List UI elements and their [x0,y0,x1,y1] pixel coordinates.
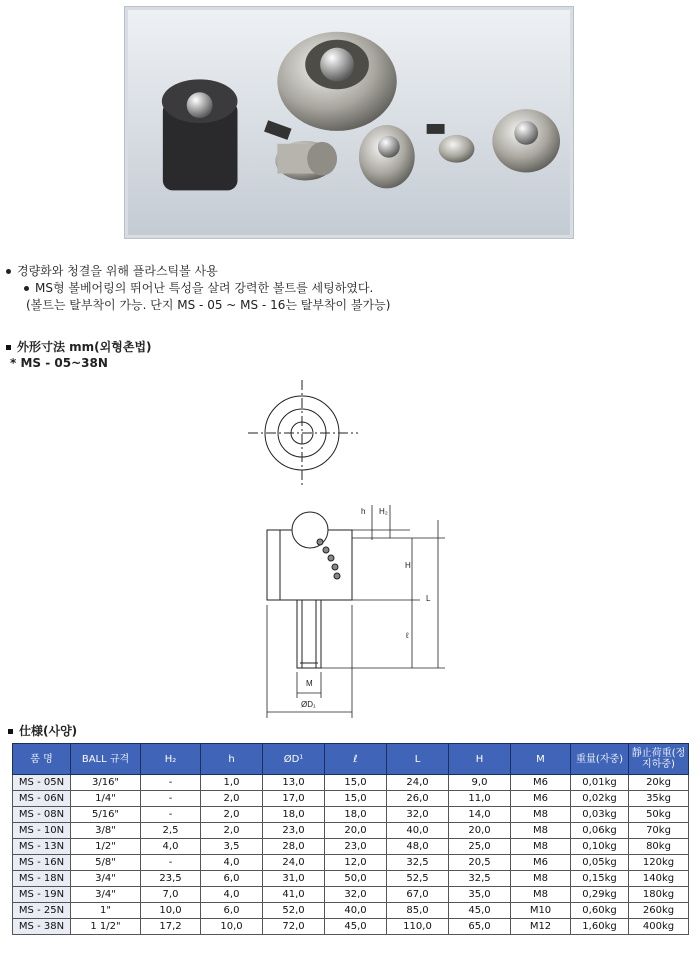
spec-cell: M10 [511,903,571,919]
product-name-cell: MS - 38N [13,919,71,935]
spec-cell: 2,5 [141,823,201,839]
spec-cell: 4,0 [141,839,201,855]
technical-drawing [240,380,460,720]
spec-cell: 85,0 [387,903,449,919]
spec-cell: 1/2" [71,839,141,855]
spec-cell: 20,0 [325,823,387,839]
spec-cell: 12,0 [325,855,387,871]
spec-cell: 18,0 [325,807,387,823]
label-L: L [426,594,431,603]
spec-cell: 24,0 [387,775,449,791]
table-row [13,807,689,823]
spec-cell: 32,5 [387,855,449,871]
spec-cell: 31,0 [263,871,325,887]
spec-cell: 4,0 [201,855,263,871]
spec-cell: 20kg [629,775,689,791]
spec-cell: 32,5 [449,871,511,887]
dimensions-heading: 外形寸法 mm(외형촌법) [6,338,152,355]
spec-cell: 72,0 [263,919,325,935]
spec-column-header: L [387,744,449,775]
spec-cell: 5/16" [71,807,141,823]
label-H: H [405,561,411,570]
spec-cell: 10,0 [141,903,201,919]
label-M: M [306,679,313,688]
spec-cell: 3/4" [71,871,141,887]
spec-cell: 5/8" [71,855,141,871]
spec-column-header: M [511,744,571,775]
spec-cell: 1" [71,903,141,919]
spec-cell: 35,0 [449,887,511,903]
spec-cell: 52,5 [387,871,449,887]
spec-cell: 24,0 [263,855,325,871]
spec-cell: 48,0 [387,839,449,855]
spec-cell: 0,10kg [571,839,629,855]
spec-cell: 0,29kg [571,887,629,903]
spec-cell: 9,0 [449,775,511,791]
table-row [13,919,689,935]
spec-cell: 26,0 [387,791,449,807]
spec-cell: 11,0 [449,791,511,807]
spec-cell: 13,0 [263,775,325,791]
product-name-cell: MS - 16N [13,855,71,871]
spec-cell: 110,0 [387,919,449,935]
spec-cell: 70kg [629,823,689,839]
spec-cell: 15,0 [325,791,387,807]
spec-column-header: H₂ [141,744,201,775]
product-description [6,263,390,314]
label-l: ℓ [406,631,409,640]
spec-cell: 260kg [629,903,689,919]
spec-cell: 20,5 [449,855,511,871]
spec-cell: 50,0 [325,871,387,887]
label-h: h [361,507,366,516]
spec-cell: 2,0 [201,807,263,823]
spec-cell: 0,15kg [571,871,629,887]
spec-cell: 17,0 [263,791,325,807]
spec-cell: 0,05kg [571,855,629,871]
spec-cell: 3/4" [71,887,141,903]
side-view [267,512,352,668]
bullet-icon [6,269,11,274]
spec-cell: 25,0 [449,839,511,855]
spec-cell: 180kg [629,887,689,903]
spec-cell: 45,0 [449,903,511,919]
spec-cell: 1 1/2" [71,919,141,935]
product-name-cell: MS - 05N [13,775,71,791]
spec-cell: 40,0 [387,823,449,839]
spec-cell: - [141,775,201,791]
table-row [13,839,689,855]
spec-cell: 35kg [629,791,689,807]
spec-cell: 40,0 [325,903,387,919]
spec-column-header: 重量(자중) [571,744,629,775]
spec-cell: 2,0 [201,823,263,839]
table-row [13,887,689,903]
spec-column-header: 靜止荷重(정지하중) [629,744,689,775]
spec-cell: 45,0 [325,919,387,935]
spec-cell: - [141,807,201,823]
description-line-3: (볼트는 탈부착이 가능. 단지 MS - 05 ~ MS - 16는 탈부착이 불가능) [26,298,391,312]
spec-cell: M8 [511,871,571,887]
spec-column-header: H [449,744,511,775]
label-D1: ØD₁ [301,700,316,709]
spec-cell: 65,0 [449,919,511,935]
spec-cell: 3,5 [201,839,263,855]
square-bullet-icon [8,729,13,734]
spec-cell: M8 [511,807,571,823]
spec-cell: 32,0 [325,887,387,903]
table-row [13,775,689,791]
spec-cell: 0,03kg [571,807,629,823]
spec-table-body [13,775,689,935]
spec-cell: 80kg [629,839,689,855]
square-bullet-icon [6,345,11,350]
table-row [13,823,689,839]
spec-cell: 18,0 [263,807,325,823]
spec-cell: 0,06kg [571,823,629,839]
spec-cell: 23,0 [263,823,325,839]
spec-cell: M12 [511,919,571,935]
spec-cell: M6 [511,775,571,791]
spec-column-header: BALL 규격 [71,744,141,775]
spec-cell: 32,0 [387,807,449,823]
spec-cell: 17,2 [141,919,201,935]
spec-cell: 67,0 [387,887,449,903]
spec-cell: 20,0 [449,823,511,839]
spec-cell: 0,60kg [571,903,629,919]
spec-cell: 6,0 [201,903,263,919]
spec-cell: 400kg [629,919,689,935]
product-name-cell: MS - 10N [13,823,71,839]
product-name-cell: MS - 13N [13,839,71,855]
product-name-cell: MS - 08N [13,807,71,823]
spec-cell: 7,0 [141,887,201,903]
spec-cell: 23,5 [141,871,201,887]
spec-cell: - [141,791,201,807]
spec-cell: 1,0 [201,775,263,791]
spec-cell: 15,0 [325,775,387,791]
table-row [13,871,689,887]
spec-table [12,743,689,935]
table-row [13,791,689,807]
product-name-cell: MS - 06N [13,791,71,807]
spec-cell: 50kg [629,807,689,823]
spec-cell: 3/8" [71,823,141,839]
spec-cell: M6 [511,855,571,871]
spec-cell: - [141,855,201,871]
spec-cell: 4,0 [201,887,263,903]
spec-column-header: 품 명 [13,744,71,775]
spec-cell: M6 [511,791,571,807]
spec-cell: 3/16" [71,775,141,791]
product-photo-frame [124,6,574,239]
spec-cell: 0,01kg [571,775,629,791]
spec-cell: 14,0 [449,807,511,823]
product-name-cell: MS - 25N [13,903,71,919]
spec-cell: 1/4" [71,791,141,807]
spec-heading: 仕様(사양) [8,722,77,739]
table-row [13,903,689,919]
label-h2: H₂ [379,507,388,516]
spec-table-header-row [13,744,689,775]
spec-cell: 120kg [629,855,689,871]
spec-cell: 0,02kg [571,791,629,807]
description-line-2: MS형 볼베어링의 뛰어난 특성을 살려 강력한 볼트를 세팅하였다. [6,280,390,297]
spec-column-header: h [201,744,263,775]
spec-cell: 6,0 [201,871,263,887]
spec-cell: 2,0 [201,791,263,807]
spec-column-header: ØD¹ [263,744,325,775]
dimensions-subheading: * MS - 05~38N [10,356,108,370]
spec-column-header: ℓ [325,744,387,775]
spec-cell: 1,60kg [571,919,629,935]
spec-cell: 41,0 [263,887,325,903]
table-row [13,855,689,871]
description-line-1: 경량화와 청결을 위해 플라스틱볼 사용 [6,263,390,280]
spec-cell: M8 [511,839,571,855]
spec-cell: 10,0 [201,919,263,935]
spec-cell: M8 [511,823,571,839]
spec-cell: 140kg [629,871,689,887]
spec-cell: 28,0 [263,839,325,855]
spec-cell: 23,0 [325,839,387,855]
product-name-cell: MS - 18N [13,871,71,887]
spec-cell: M8 [511,887,571,903]
bullet-icon [24,286,29,291]
product-photo [128,10,570,235]
product-name-cell: MS - 19N [13,887,71,903]
spec-cell: 52,0 [263,903,325,919]
